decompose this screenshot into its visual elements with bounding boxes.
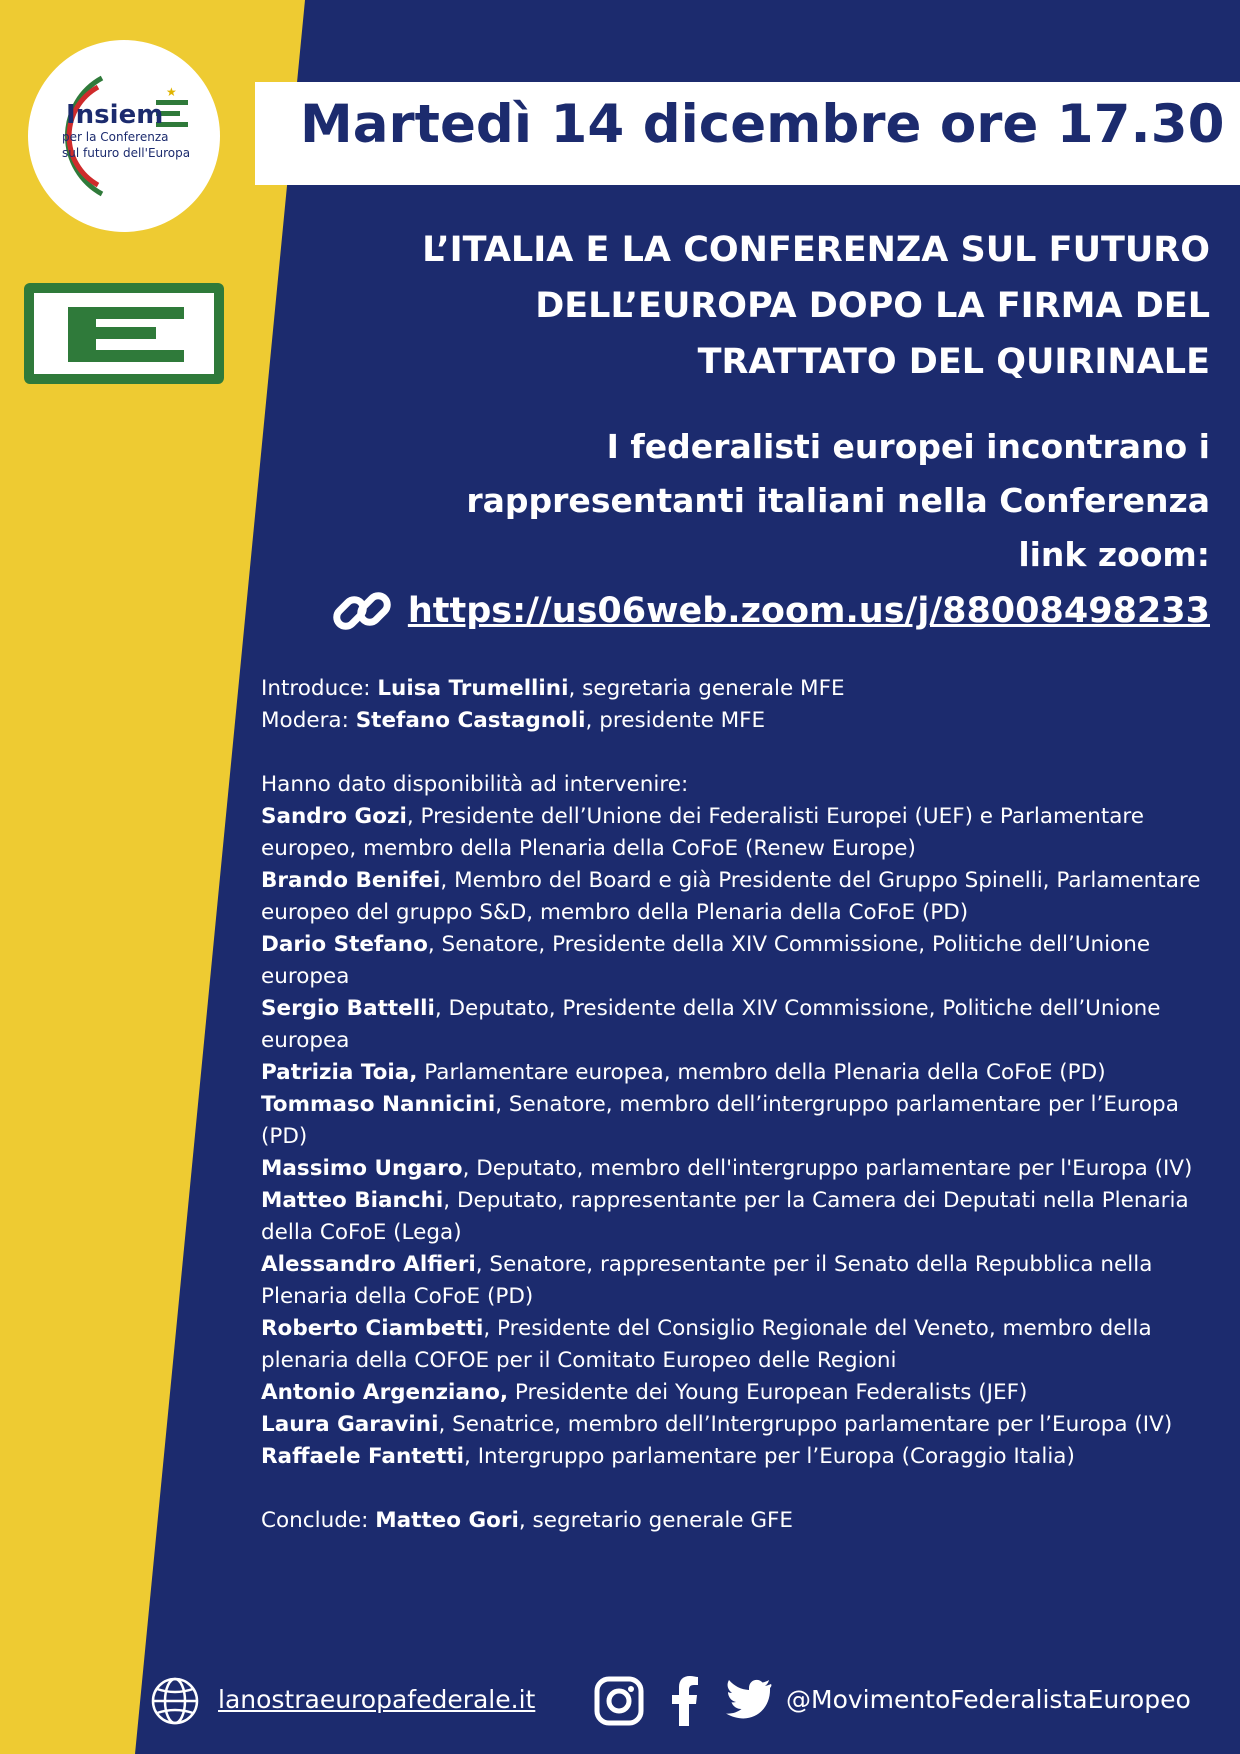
speakers-intro: Hanno dato disponibilità ad intervenire: <box>261 772 689 797</box>
social-handle[interactable]: @MovimentoFederalistaEuropeo <box>786 1685 1191 1714</box>
logo-subtitle-1: per la Conferenza <box>62 130 169 144</box>
logo-wordmark: Insiem <box>66 100 164 130</box>
speaker-name: Alessandro Alfieri <box>261 1252 476 1277</box>
closing-label: Conclude: <box>261 1508 369 1533</box>
speaker-name: Sergio Battelli <box>261 996 435 1021</box>
logo-subtitle-2: sul futuro dell'Europa <box>62 146 191 160</box>
speaker-role: , Deputato, rappresentante per la Camera dei Deputati nella Plenaria della CoFoE (Lega) <box>261 1188 1189 1245</box>
speaker-entry <box>261 1153 1221 1185</box>
closing-line <box>261 1505 1221 1537</box>
zoom-url-link[interactable]: https://us06web.zoom.us/j/88008498233 <box>407 591 1210 631</box>
speaker-name: Laura Garavini <box>261 1412 439 1437</box>
title-line-2: DELL’EUROPA DOPO LA FIRMA DEL <box>535 286 1210 326</box>
speaker-entry <box>261 865 1221 929</box>
speaker-entry <box>261 1057 1221 1089</box>
speaker-entry <box>261 993 1221 1057</box>
speaker-name: Massimo Ungaro <box>261 1156 463 1181</box>
speaker-name: Matteo Bianchi <box>261 1188 444 1213</box>
subtitle-line-1: I federalisti europei incontrano i <box>606 427 1210 466</box>
link-icon <box>331 580 393 642</box>
introduce-line <box>261 673 1221 705</box>
mfe-e-logo <box>24 283 224 384</box>
speaker-entry <box>261 1313 1221 1377</box>
speaker-name: Roberto Ciambetti <box>261 1316 484 1341</box>
speaker-entry <box>261 1249 1221 1313</box>
speaker-role: , Presidente del Consiglio Regionale del Veneto, membro della plenaria della COFOE per il Comitato Europeo delle Regioni <box>261 1316 1152 1373</box>
zoom-link-row <box>300 580 1210 640</box>
speaker-role: Parlamentare europea, membro della Plenaria della CoFoE (PD) <box>417 1060 1106 1085</box>
speaker-name: Dario Stefano <box>261 932 428 957</box>
event-date: Martedì 14 dicembre ore 17.30 <box>300 94 1225 155</box>
moderator-name: Stefano Castagnoli <box>355 708 586 733</box>
speaker-role: , Senatore, rappresentante per il Senato della Repubblica nella Plenaria della CoFoE (PD) <box>261 1252 1153 1309</box>
moderator-line <box>261 705 1221 737</box>
introduce-name: Luisa Trumellini <box>377 676 569 701</box>
closing-name: Matteo Gori <box>375 1508 519 1533</box>
speaker-name: Tommaso Nannicini <box>261 1092 496 1117</box>
speaker-name: Brando Benifei <box>261 868 441 893</box>
speaker-role: , Senatore, membro dell’intergruppo parlamentare per l’Europa (PD) <box>261 1092 1179 1149</box>
speaker-role: , Senatore, Presidente della XIV Commissione, Politiche dell’Unione europea <box>261 932 1151 989</box>
speaker-role: , Senatrice, membro dell’Intergruppo parlamentare per l’Europa (IV) <box>438 1412 1173 1437</box>
title-line-3: TRATTATO DEL QUIRINALE <box>697 342 1210 382</box>
speaker-name: Patrizia Toia, <box>261 1060 418 1085</box>
speaker-name: Raffaele Fantetti <box>261 1444 465 1469</box>
speaker-role: Presidente dei Young European Federalists (JEF) <box>508 1380 1028 1405</box>
speaker-role: , Membro del Board e già Presidente del Gruppo Spinelli, Parlamentare europeo del gruppo S&D, membro della Plenaria della CoFoE (PD) <box>261 868 1201 925</box>
speaker-name: Sandro Gozi <box>261 804 407 829</box>
speaker-role: , Deputato, Presidente della XIV Commissione, Politiche dell’Unione europea <box>261 996 1161 1053</box>
instagram-icon[interactable] <box>594 1676 644 1726</box>
moderator-label: Modera: <box>261 708 349 733</box>
introduce-label: Introduce: <box>261 676 371 701</box>
facebook-icon[interactable] <box>665 1676 705 1726</box>
speaker-name: Antonio Argenziano, <box>261 1380 509 1405</box>
speaker-entry <box>261 1185 1221 1249</box>
closing-role: , segretario generale GFE <box>518 1508 794 1533</box>
speaker-entry <box>261 1089 1221 1153</box>
program-text <box>261 673 1221 1537</box>
twitter-icon[interactable] <box>724 1678 772 1722</box>
speaker-role: , Intergruppo parlamentare per l’Europa (Coraggio Italia) <box>464 1444 1075 1469</box>
website-link[interactable]: lanostraeuropafederale.it <box>218 1685 536 1714</box>
speaker-entry <box>261 929 1221 993</box>
speaker-role: , Presidente dell’Unione dei Federalisti Europei (UEF) e Parlamentare europeo, membro della Plenaria della CoFoE (Renew Europe) <box>261 804 1145 861</box>
moderator-role: , presidente MFE <box>585 708 766 733</box>
zoom-label: link zoom: <box>1018 535 1210 574</box>
globe-icon <box>150 1676 200 1726</box>
speaker-entry <box>261 1441 1221 1473</box>
speaker-entry <box>261 801 1221 865</box>
introduce-role: , segretaria generale MFE <box>568 676 845 701</box>
svg-text:★: ★ <box>166 85 177 99</box>
title-line-1: L’ITALIA E LA CONFERENZA SUL FUTURO <box>422 230 1210 270</box>
subtitle-line-2: rappresentanti italiani nella Conferenza <box>466 481 1210 520</box>
speakers-list <box>261 801 1221 1473</box>
event-subtitle <box>350 420 1210 582</box>
speaker-entry <box>261 1377 1221 1409</box>
speaker-role: , Deputato, membro dell'intergruppo parlamentare per l'Europa (IV) <box>462 1156 1193 1181</box>
footer <box>150 1670 1220 1730</box>
speaker-entry <box>261 1409 1221 1441</box>
event-title <box>290 222 1210 390</box>
